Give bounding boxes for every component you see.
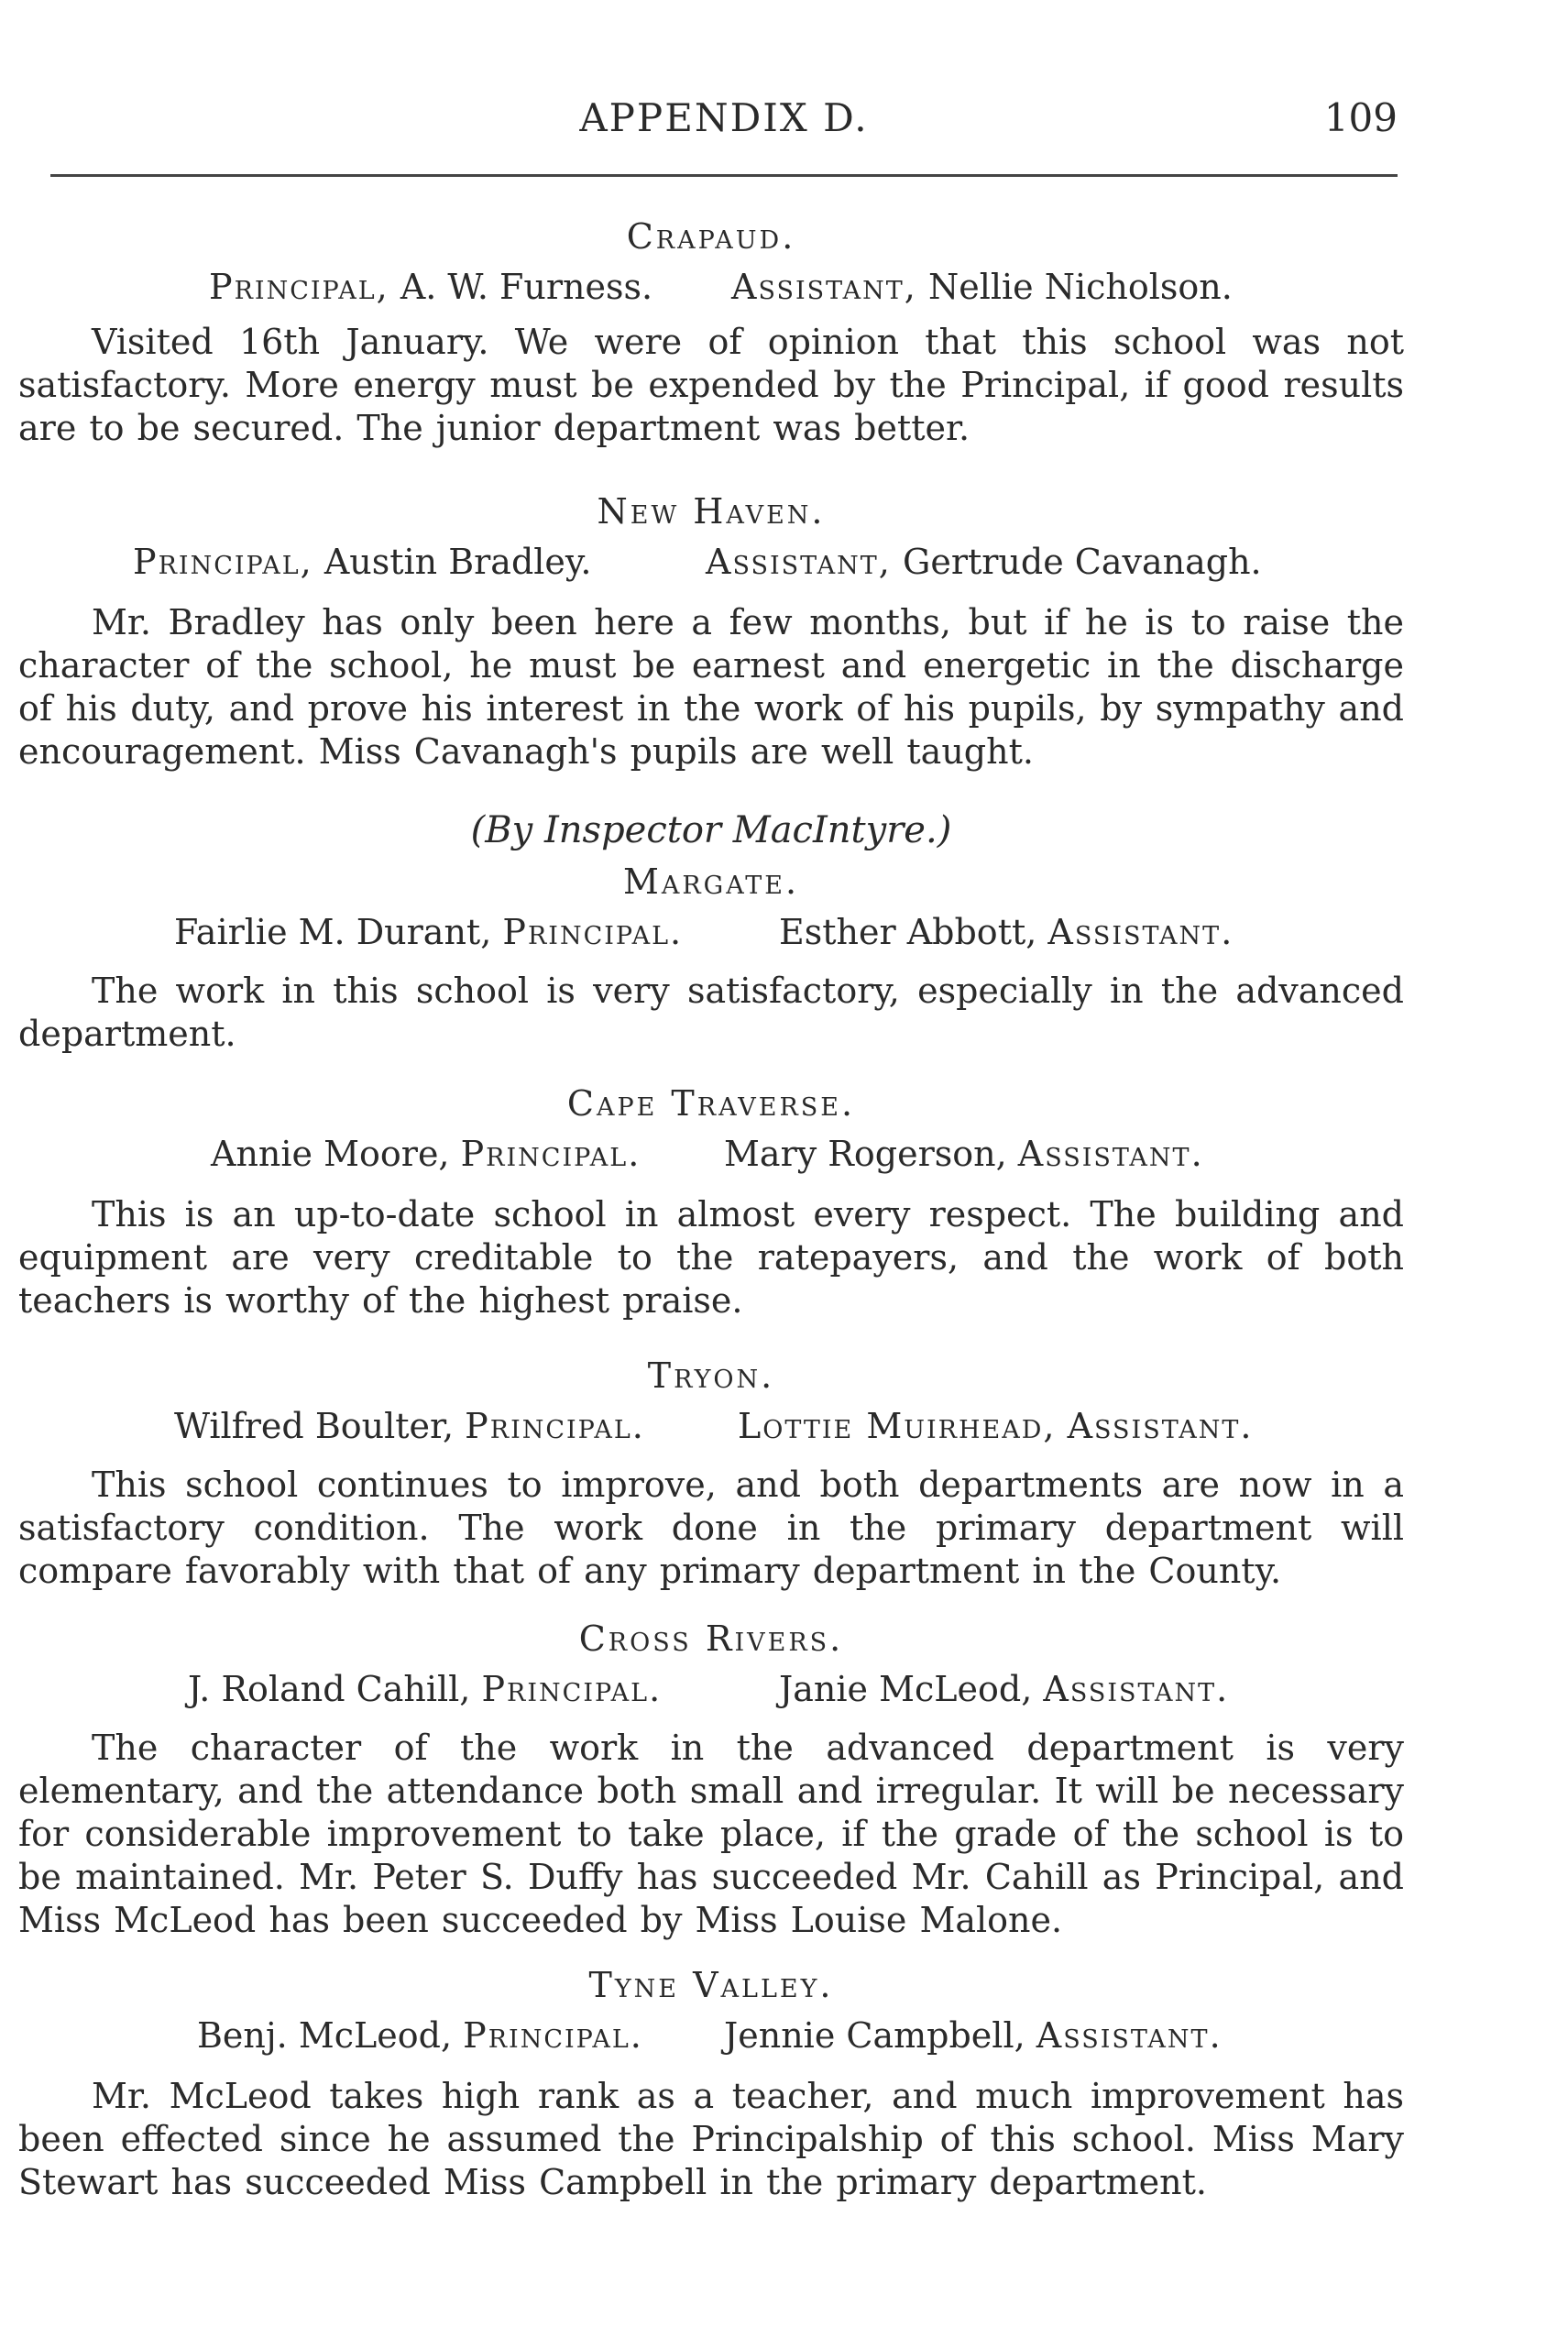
section-title: Margate. [622, 861, 800, 902]
principal-name: Wilfred Boulter, [174, 1406, 455, 1446]
principal-name: A. W. Furness. [400, 267, 653, 307]
principal-label: Principal. [465, 1406, 645, 1446]
assistant-label: Assistant. [1043, 1669, 1230, 1709]
principal-label: Principal, [133, 542, 313, 582]
section-cape-traverse [18, 1080, 1404, 1322]
section-title: Crapaud. [626, 216, 796, 257]
header-rule [50, 174, 1398, 177]
page-header [50, 82, 1398, 147]
staff-line [18, 1127, 1404, 1180]
assistant-label: Assistant. [1017, 1134, 1204, 1174]
assistant-name: Janie McLeod, [779, 1669, 1033, 1709]
inspector-byline: (By Inspector MacIntyre.) [470, 809, 952, 851]
staff-line [18, 535, 1404, 588]
staff-line [18, 905, 1404, 959]
assistant-name: Nellie Nicholson. [927, 267, 1233, 307]
principal-name: J. Roland Cahill, [188, 1669, 471, 1709]
principal-name: Austin Bradley. [323, 542, 592, 582]
section-text: Mr. Bradley has only been here a few months, but if he is to raise the character of the school, he must be earnest and energetic in the discharge of his duty, and prove his interest in the work of his pupils, by sympathy and encouragement. Miss Cavanagh's pupils are well taught. [18, 602, 1404, 772]
assistant-name: Esther Abbott, [779, 912, 1037, 952]
section-title: Tryon. [647, 1355, 775, 1396]
principal-name: Annie Moore, [211, 1134, 450, 1174]
principal-label: Principal, [209, 267, 389, 307]
staff-line [18, 1662, 1404, 1716]
assistant-label: Assistant. [1047, 912, 1234, 952]
inspector-byline-block [18, 805, 1404, 856]
staff-line [18, 1399, 1404, 1453]
section-new-haven [18, 488, 1404, 774]
principal-label: Principal. [502, 912, 684, 952]
assistant-name: Mary Rogerson, [724, 1134, 1007, 1174]
section-title: Cape Traverse. [566, 1083, 856, 1124]
section-tyne-valley [18, 1961, 1404, 2204]
principal-name: Fairlie M. Durant, [174, 912, 492, 952]
section-text: The work in this school is very satisfactory, especially in the advanced department. [18, 971, 1404, 1054]
assistant-name: Gertrude Cavanagh. [902, 542, 1262, 582]
section-title: Tyne Valley. [588, 1965, 834, 2005]
principal-label: Principal. [481, 1669, 663, 1709]
assistant-label: Assistant, [706, 542, 892, 582]
principal-label: Principal. [460, 1134, 641, 1174]
section-text: This is an up-to-date school in almost every respect. The building and equipment are very creditable to the ratepayers, and the work of both teachers is worthy of the highest praise. [18, 1194, 1404, 1321]
section-text: Mr. McLeod takes high rank as a teacher, and much improvement has been effected since he assumed the Principalship of this school. Miss Mary Stewart has succeeded Miss Campbell in the primary department. [18, 2076, 1404, 2202]
section-text: The character of the work in the advanced department is very elementary, and the attendance both small and irregular. It will be necessary for considerable improvement to take place, if the grade of the school is to be maintained. Mr. Peter S. Duffy has succeeded Mr. Cahill as Principal, and Miss McLeod has been succeeded by Miss Louise Malone. [18, 1728, 1404, 1940]
assistant-label: Assistant, [731, 267, 917, 307]
assistant-label: Assistant. [1067, 1406, 1254, 1446]
assistant-label: Assistant. [1036, 2015, 1223, 2056]
staff-line [18, 2009, 1404, 2062]
section-text: Visited 16th January. We were of opinion that this school was not satisfactory. More energy must be expended by the Principal, if good results are to be secured. The junior department was better. [18, 322, 1404, 448]
principal-label: Principal. [463, 2015, 643, 2056]
section-text: This school continues to improve, and both departments are now in a satisfactory condition. The work done in the primary department will compare favorably with that of any primary department in the County. [18, 1465, 1404, 1591]
section-cross-rivers [18, 1615, 1404, 1942]
section-crapaud [18, 213, 1404, 450]
section-title: Cross Rivers. [578, 1618, 844, 1659]
assistant-name: Lottie Muirhead, [738, 1406, 1057, 1446]
assistant-name: Jennie Campbell, [724, 2015, 1025, 2056]
staff-line [18, 260, 1404, 313]
principal-name: Benj. McLeod, [197, 2015, 453, 2056]
section-margate [18, 858, 1404, 1056]
section-title: New Haven. [597, 491, 826, 532]
section-tryon [18, 1352, 1404, 1593]
page-number: 109 [1323, 95, 1398, 140]
appendix-title: APPENDIX D. [579, 95, 869, 140]
